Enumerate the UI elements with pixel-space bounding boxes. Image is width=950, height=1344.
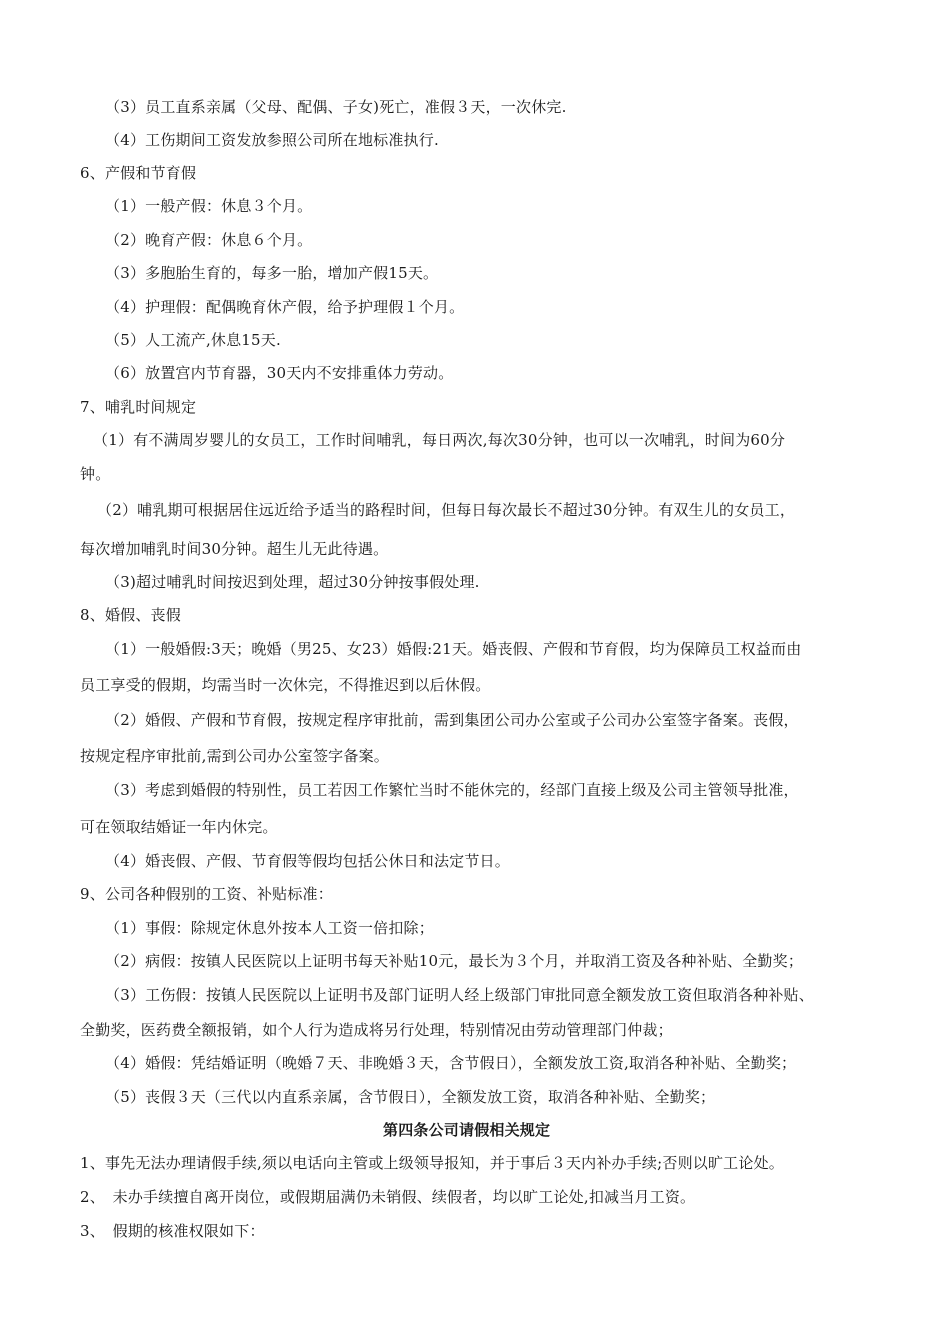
text-line: （3）员工直系亲属（父母、配偶、子女)死亡，准假３天，一次休完.: [105, 98, 567, 116]
article-4-title: 第四条公司请假相关规定: [383, 1121, 551, 1139]
text-line: 员工享受的假期，均需当时一次休完，不得推迟到以后休假。: [80, 676, 491, 694]
text-line: （4）婚假：凭结婚证明（晚婚７天、非晚婚３天，含节假日），全额发放工资,取消各种补贴、全勤奖；: [105, 1054, 797, 1072]
section-heading-7: 7、哺乳时间规定: [80, 398, 197, 416]
text-line: （3）多胞胎生育的，每多一胎，增加产假15天。: [105, 264, 439, 282]
text-line: （4）护理假：配偶晚育休产假，给予护理假１个月。: [105, 298, 465, 316]
text-line: 3、 假期的核准权限如下：: [80, 1222, 265, 1240]
text-line: 每次增加哺乳时间30分钟。超生儿无此待遇。: [80, 540, 389, 558]
text-line: 按规定程序审批前,需到公司办公室签字备案。: [80, 747, 389, 765]
text-line: 钟。: [80, 465, 111, 483]
text-line: （4）婚丧假、产假、节育假等假均包括公休日和法定节日。: [105, 852, 510, 870]
text-line: （2）病假：按镇人民医院以上证明书每天补贴10元，最长为３个月，并取消工资及各种补贴、全勤奖；: [105, 952, 804, 970]
section-heading-9: 9、公司各种假别的工资、补贴标准：: [80, 885, 333, 903]
text-line: （2）婚假、产假和节育假，按规定程序审批前，需到集团公司办公室或子公司办公室签字备案。丧假，: [105, 711, 799, 729]
section-heading-6: 6、产假和节育假: [80, 164, 197, 182]
text-line: （2）晚育产假：休息６个月。: [105, 231, 313, 249]
text-line: （1）有不满周岁婴儿的女员工，工作时间哺乳，每日两次,每次30分钟，也可以一次哺乳，时间为60分: [93, 431, 786, 449]
text-line: （5）丧假３天（三代以内直系亲属，含节假日），全额发放工资，取消各种补贴、全勤奖；: [105, 1088, 716, 1106]
text-line: （3）工伤假：按镇人民医院以上证明书及部门证明人经上级部门审批同意全额发放工资但取消各种补贴、: [105, 986, 814, 1004]
text-line: （3）考虑到婚假的特别性，员工若因工作繁忙当时不能休完的，经部门直接上级及公司主管领导批准，: [105, 781, 799, 799]
text-line: （1）一般产假：休息３个月。: [105, 197, 313, 215]
text-line: 2、 未办手续擅自离开岗位，或假期届满仍未销假、续假者，均以旷工论处,扣减当月工资。: [80, 1188, 696, 1206]
text-line: 1、事先无法办理请假手续,须以电话向主管或上级领导报知，并于事后３天内补办手续;否则以旷工论处。: [80, 1154, 784, 1172]
text-line: （5）人工流产,休息15天.: [105, 331, 281, 349]
text-line: （6）放置宫内节育器，30天内不安排重体力劳动。: [105, 364, 454, 382]
text-line: 全勤奖，医药费全额报销，如个人行为造成将另行处理，特别情况由劳动管理部门仲裁；: [80, 1021, 673, 1039]
text-line: 可在领取结婚证一年内休完。: [80, 818, 278, 836]
section-heading-8: 8、婚假、丧假: [80, 606, 181, 624]
text-line: （3)超过哺乳时间按迟到处理，超过30分钟按事假处理.: [105, 573, 480, 591]
text-line: （4）工伤期间工资发放参照公司所在地标准执行.: [105, 131, 439, 149]
text-line: （1）事假：除规定休息外按本人工资一倍扣除；: [105, 919, 434, 937]
text-line: （1）一般婚假:3天；晚婚（男25、女23）婚假:21天。婚丧假、产假和节育假，均为保障员工权益而由: [105, 640, 802, 658]
text-line: （2）哺乳期可根据居住远近给予适当的路程时间，但每日每次最长不超过30分钟。有双生儿的女员工，: [97, 501, 796, 519]
